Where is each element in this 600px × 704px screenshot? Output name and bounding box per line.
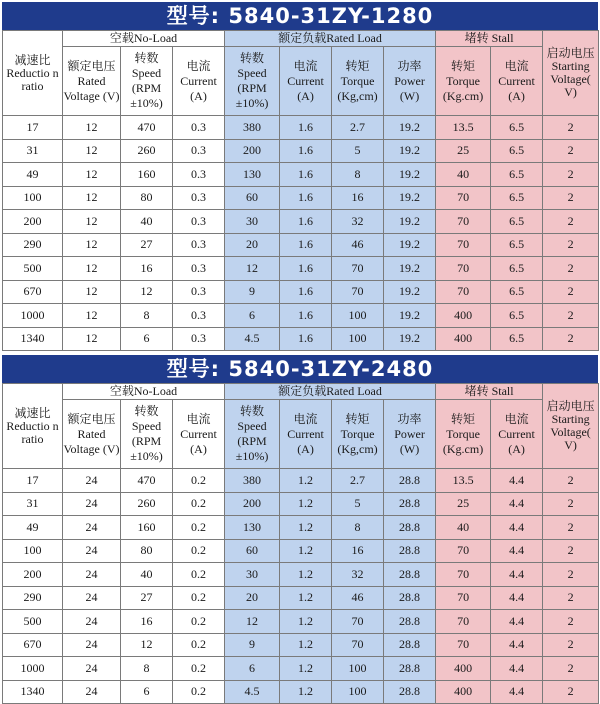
table-row (3, 633, 599, 657)
table-cell: 0.2 (173, 516, 225, 540)
header-stall: 堵转 Stall (436, 384, 543, 400)
table-cell: 13.5 (436, 116, 491, 140)
table-cell: 28.8 (384, 680, 436, 704)
table-cell: 6.5 (491, 257, 543, 281)
table-cell: 8 (121, 657, 173, 681)
table-cell: 28.8 (384, 610, 436, 634)
table-cell: 2 (543, 210, 599, 234)
table-cell: 2 (543, 327, 599, 351)
table-cell: 1.6 (280, 139, 332, 163)
table-cell: 470 (121, 469, 173, 493)
table-cell: 2 (543, 539, 599, 563)
table-cell: 49 (3, 516, 63, 540)
table-cell: 12 (63, 304, 121, 328)
model-title: 型号: 5840-31ZY-2480 (2, 355, 598, 383)
table-cell: 13.5 (436, 469, 491, 493)
table-cell: 130 (225, 516, 280, 540)
header-starting-voltage: 启动电压 Starting Voltage( V) (543, 384, 599, 469)
table-cell: 6.5 (491, 280, 543, 304)
table-cell: 19.2 (384, 327, 436, 351)
table-cell: 16 (121, 257, 173, 281)
table-cell: 19.2 (384, 116, 436, 140)
table-cell: 4.4 (491, 492, 543, 516)
table-cell: 4.4 (491, 657, 543, 681)
table-cell: 200 (3, 210, 63, 234)
table-row (3, 657, 599, 681)
table-cell: 6.5 (491, 233, 543, 257)
table-cell: 28.8 (384, 586, 436, 610)
table-cell: 12 (63, 186, 121, 210)
table-cell: 1.6 (280, 210, 332, 234)
table-row (3, 492, 599, 516)
table-cell: 6.5 (491, 116, 543, 140)
table-cell: 24 (63, 516, 121, 540)
table-cell: 32 (332, 210, 384, 234)
table-cell: 4.4 (491, 563, 543, 587)
table-cell: 1.6 (280, 233, 332, 257)
table-row (3, 680, 599, 704)
table-cell: 670 (3, 633, 63, 657)
header-ratio: 减速比 Reductio n ratio (3, 384, 63, 469)
table-cell: 8 (121, 304, 173, 328)
table-cell: 19.2 (384, 233, 436, 257)
header-rated-torque: 转矩 Torque (Kg,cm) (332, 47, 384, 116)
header-no-load-speed: 转数 Speed (RPM ±10%) (121, 47, 173, 116)
table-cell: 100 (3, 539, 63, 563)
table-cell: 24 (63, 469, 121, 493)
table-cell: 12 (63, 327, 121, 351)
header-stall-torque: 转矩 Torque (Kg.cm) (436, 400, 491, 469)
header-ratio: 减速比 Reductio n ratio (3, 31, 63, 116)
table-cell: 12 (63, 280, 121, 304)
table-cell: 100 (332, 327, 384, 351)
table-cell: 1.6 (280, 327, 332, 351)
table-cell: 24 (63, 563, 121, 587)
table-cell: 200 (225, 492, 280, 516)
table-cell: 28.8 (384, 633, 436, 657)
table-row (3, 516, 599, 540)
table-row (3, 257, 599, 281)
table-cell: 31 (3, 492, 63, 516)
table-cell: 24 (63, 610, 121, 634)
table-cell: 19.2 (384, 163, 436, 187)
table-cell: 60 (225, 186, 280, 210)
table-cell: 27 (121, 586, 173, 610)
table-cell: 2 (543, 233, 599, 257)
table-cell: 0.2 (173, 680, 225, 704)
table-cell: 1000 (3, 657, 63, 681)
table-cell: 24 (63, 492, 121, 516)
table-cell: 1.2 (280, 680, 332, 704)
table-cell: 0.2 (173, 657, 225, 681)
table-cell: 6.5 (491, 327, 543, 351)
table-cell: 40 (436, 163, 491, 187)
table-cell: 2 (543, 469, 599, 493)
table-cell: 1.6 (280, 186, 332, 210)
table-cell: 200 (225, 139, 280, 163)
table-row (3, 116, 599, 140)
table-cell: 12 (63, 116, 121, 140)
header-rated-power: 功率 Power (W) (384, 47, 436, 116)
table-cell: 27 (121, 233, 173, 257)
table-cell: 0.2 (173, 610, 225, 634)
table-cell: 100 (332, 680, 384, 704)
table-cell: 12 (63, 233, 121, 257)
table-cell: 0.3 (173, 280, 225, 304)
header-stall-current: 电流 Current (A) (491, 400, 543, 469)
table-row (3, 327, 599, 351)
table-cell: 6.5 (491, 210, 543, 234)
table-cell: 17 (3, 116, 63, 140)
table-cell: 1340 (3, 680, 63, 704)
table-cell: 17 (3, 469, 63, 493)
table-cell: 4.4 (491, 680, 543, 704)
table-cell: 2 (543, 657, 599, 681)
table-cell: 2 (543, 563, 599, 587)
table-cell: 6 (225, 657, 280, 681)
header-no-load: 空载No-Load (63, 384, 225, 400)
table-cell: 70 (436, 186, 491, 210)
table-cell: 380 (225, 116, 280, 140)
table-cell: 0.2 (173, 586, 225, 610)
table-cell: 16 (332, 186, 384, 210)
table-cell: 25 (436, 139, 491, 163)
table-cell: 19.2 (384, 139, 436, 163)
table-cell: 200 (3, 563, 63, 587)
table-cell: 2 (543, 163, 599, 187)
table-cell: 19.2 (384, 280, 436, 304)
header-rated-speed: 转数 Speed (RPM ±10%) (225, 400, 280, 469)
table-cell: 100 (332, 304, 384, 328)
table-cell: 16 (121, 610, 173, 634)
table-cell: 260 (121, 492, 173, 516)
table-cell: 6.5 (491, 186, 543, 210)
table-cell: 4.4 (491, 610, 543, 634)
table-cell: 40 (121, 563, 173, 587)
table-cell: 60 (225, 539, 280, 563)
table-cell: 70 (436, 210, 491, 234)
header-no-load-current: 电流 Current (A) (173, 400, 225, 469)
table-cell: 0.3 (173, 139, 225, 163)
table-cell: 6.5 (491, 139, 543, 163)
table-cell: 1340 (3, 327, 63, 351)
table-cell: 6 (121, 680, 173, 704)
table-cell: 16 (332, 539, 384, 563)
table-cell: 1.2 (280, 492, 332, 516)
table-cell: 0.3 (173, 210, 225, 234)
table-cell: 28.8 (384, 539, 436, 563)
table-cell: 1000 (3, 304, 63, 328)
header-stall-current: 电流 Current (A) (491, 47, 543, 116)
table-cell: 4.4 (491, 539, 543, 563)
table-cell: 1.2 (280, 633, 332, 657)
table-cell: 2 (543, 492, 599, 516)
table-cell: 24 (63, 539, 121, 563)
table-cell: 2 (543, 633, 599, 657)
table-cell: 25 (436, 492, 491, 516)
table-cell: 1.2 (280, 563, 332, 587)
table-cell: 19.2 (384, 304, 436, 328)
table-cell: 1.2 (280, 539, 332, 563)
table-cell: 2 (543, 139, 599, 163)
table-cell: 500 (3, 610, 63, 634)
table-cell: 30 (225, 210, 280, 234)
table-cell: 1.6 (280, 163, 332, 187)
header-rated-power: 功率 Power (W) (384, 400, 436, 469)
table-cell: 80 (121, 186, 173, 210)
table-cell: 100 (3, 186, 63, 210)
table-cell: 70 (436, 257, 491, 281)
table-cell: 70 (436, 280, 491, 304)
table-cell: 32 (332, 563, 384, 587)
table-cell: 24 (63, 633, 121, 657)
table-cell: 19.2 (384, 257, 436, 281)
table-cell: 9 (225, 280, 280, 304)
header-rated-current: 电流 Current (A) (280, 400, 332, 469)
table-cell: 12 (63, 210, 121, 234)
table-cell: 12 (225, 257, 280, 281)
table-cell: 1.6 (280, 257, 332, 281)
table-cell: 2 (543, 516, 599, 540)
table-row (3, 610, 599, 634)
table-cell: 1.2 (280, 657, 332, 681)
table-cell: 24 (63, 657, 121, 681)
table-cell: 46 (332, 586, 384, 610)
table-cell: 1.6 (280, 116, 332, 140)
table-cell: 0.2 (173, 469, 225, 493)
table-cell: 290 (3, 586, 63, 610)
table-cell: 4.5 (225, 327, 280, 351)
table-cell: 12 (63, 163, 121, 187)
table-cell: 12 (63, 139, 121, 163)
table-cell: 70 (436, 539, 491, 563)
header-rated-load: 额定负载Rated Load (225, 384, 436, 400)
table-cell: 0.3 (173, 233, 225, 257)
table-cell: 70 (332, 633, 384, 657)
table-cell: 0.3 (173, 257, 225, 281)
table-cell: 2 (543, 586, 599, 610)
table-cell: 400 (436, 327, 491, 351)
table-row (3, 163, 599, 187)
table-cell: 12 (121, 280, 173, 304)
table-cell: 2 (543, 680, 599, 704)
table-cell: 2 (543, 186, 599, 210)
table-cell: 70 (436, 610, 491, 634)
table-cell: 12 (121, 633, 173, 657)
table-cell: 6 (121, 327, 173, 351)
table-cell: 2.7 (332, 469, 384, 493)
table-cell: 70 (436, 586, 491, 610)
table-cell: 19.2 (384, 186, 436, 210)
table-row (3, 233, 599, 257)
header-rated-voltage: 额定电压Rated Voltage (V) (63, 400, 121, 469)
table-cell: 380 (225, 469, 280, 493)
table-cell: 70 (332, 610, 384, 634)
table-cell: 6 (225, 304, 280, 328)
table-cell: 4.4 (491, 469, 543, 493)
table-cell: 1.2 (280, 610, 332, 634)
table-cell: 28.8 (384, 563, 436, 587)
table-cell: 70 (332, 280, 384, 304)
header-stall-torque: 转矩 Torque (Kg.cm) (436, 47, 491, 116)
table-cell: 28.8 (384, 492, 436, 516)
table-cell: 2 (543, 304, 599, 328)
table-cell: 12 (63, 257, 121, 281)
table-row (3, 539, 599, 563)
table-cell: 4.5 (225, 680, 280, 704)
table-cell: 28.8 (384, 516, 436, 540)
table-cell: 2 (543, 280, 599, 304)
header-no-load: 空载No-Load (63, 31, 225, 47)
table-cell: 20 (225, 586, 280, 610)
table-cell: 2 (543, 257, 599, 281)
table-cell: 0.3 (173, 304, 225, 328)
table-cell: 40 (121, 210, 173, 234)
table-row (3, 304, 599, 328)
table-cell: 28.8 (384, 469, 436, 493)
table-row (3, 186, 599, 210)
table-row (3, 586, 599, 610)
header-rated-speed: 转数 Speed (RPM ±10%) (225, 47, 280, 116)
table-cell: 0.3 (173, 186, 225, 210)
spec-table (2, 30, 599, 351)
table-row (3, 139, 599, 163)
table-cell: 70 (436, 563, 491, 587)
table-cell: 0.3 (173, 163, 225, 187)
table-cell: 4.4 (491, 516, 543, 540)
table-cell: 9 (225, 633, 280, 657)
table-cell: 100 (332, 657, 384, 681)
table-cell: 0.2 (173, 633, 225, 657)
table-cell: 5 (332, 492, 384, 516)
table-cell: 0.2 (173, 539, 225, 563)
table-cell: 6.5 (491, 163, 543, 187)
header-rated-load: 额定负载Rated Load (225, 31, 436, 47)
table-cell: 24 (63, 680, 121, 704)
table-cell: 28.8 (384, 657, 436, 681)
table-cell: 70 (436, 633, 491, 657)
table-cell: 70 (332, 257, 384, 281)
table-cell: 1.2 (280, 469, 332, 493)
model-title: 型号: 5840-31ZY-1280 (2, 2, 598, 30)
table-cell: 0.3 (173, 116, 225, 140)
table-cell: 470 (121, 116, 173, 140)
table-cell: 2 (543, 116, 599, 140)
table-cell: 5 (332, 139, 384, 163)
spec-sheet (2, 2, 598, 704)
table-cell: 70 (436, 233, 491, 257)
table-cell: 160 (121, 516, 173, 540)
table-cell: 2 (543, 610, 599, 634)
table-cell: 260 (121, 139, 173, 163)
table-cell: 12 (225, 610, 280, 634)
table-row (3, 469, 599, 493)
header-rated-voltage: 额定电压Rated Voltage (V) (63, 47, 121, 116)
table-cell: 1.6 (280, 280, 332, 304)
table-row (3, 210, 599, 234)
table-cell: 0.2 (173, 492, 225, 516)
table-cell: 30 (225, 563, 280, 587)
header-rated-torque: 转矩 Torque (Kg,cm) (332, 400, 384, 469)
spec-table (2, 383, 599, 704)
table-row (3, 280, 599, 304)
header-stall: 堵转 Stall (436, 31, 543, 47)
header-no-load-speed: 转数 Speed (RPM ±10%) (121, 400, 173, 469)
table-cell: 80 (121, 539, 173, 563)
table-cell: 290 (3, 233, 63, 257)
table-cell: 0.3 (173, 327, 225, 351)
table-row (3, 563, 599, 587)
table-cell: 8 (332, 163, 384, 187)
header-no-load-current: 电流 Current (A) (173, 47, 225, 116)
table-cell: 24 (63, 586, 121, 610)
header-rated-current: 电流 Current (A) (280, 47, 332, 116)
table-cell: 500 (3, 257, 63, 281)
table-cell: 2.7 (332, 116, 384, 140)
table-cell: 670 (3, 280, 63, 304)
table-cell: 19.2 (384, 210, 436, 234)
table-cell: 400 (436, 657, 491, 681)
table-cell: 6.5 (491, 304, 543, 328)
table-cell: 1.2 (280, 586, 332, 610)
table-cell: 31 (3, 139, 63, 163)
table-cell: 46 (332, 233, 384, 257)
table-cell: 0.2 (173, 563, 225, 587)
table-cell: 1.2 (280, 516, 332, 540)
table-cell: 160 (121, 163, 173, 187)
table-cell: 400 (436, 304, 491, 328)
table-cell: 20 (225, 233, 280, 257)
header-starting-voltage: 启动电压 Starting Voltage( V) (543, 31, 599, 116)
table-cell: 400 (436, 680, 491, 704)
table-cell: 130 (225, 163, 280, 187)
table-cell: 8 (332, 516, 384, 540)
table-cell: 1.6 (280, 304, 332, 328)
table-cell: 49 (3, 163, 63, 187)
table-cell: 40 (436, 516, 491, 540)
table-cell: 4.4 (491, 633, 543, 657)
table-cell: 4.4 (491, 586, 543, 610)
